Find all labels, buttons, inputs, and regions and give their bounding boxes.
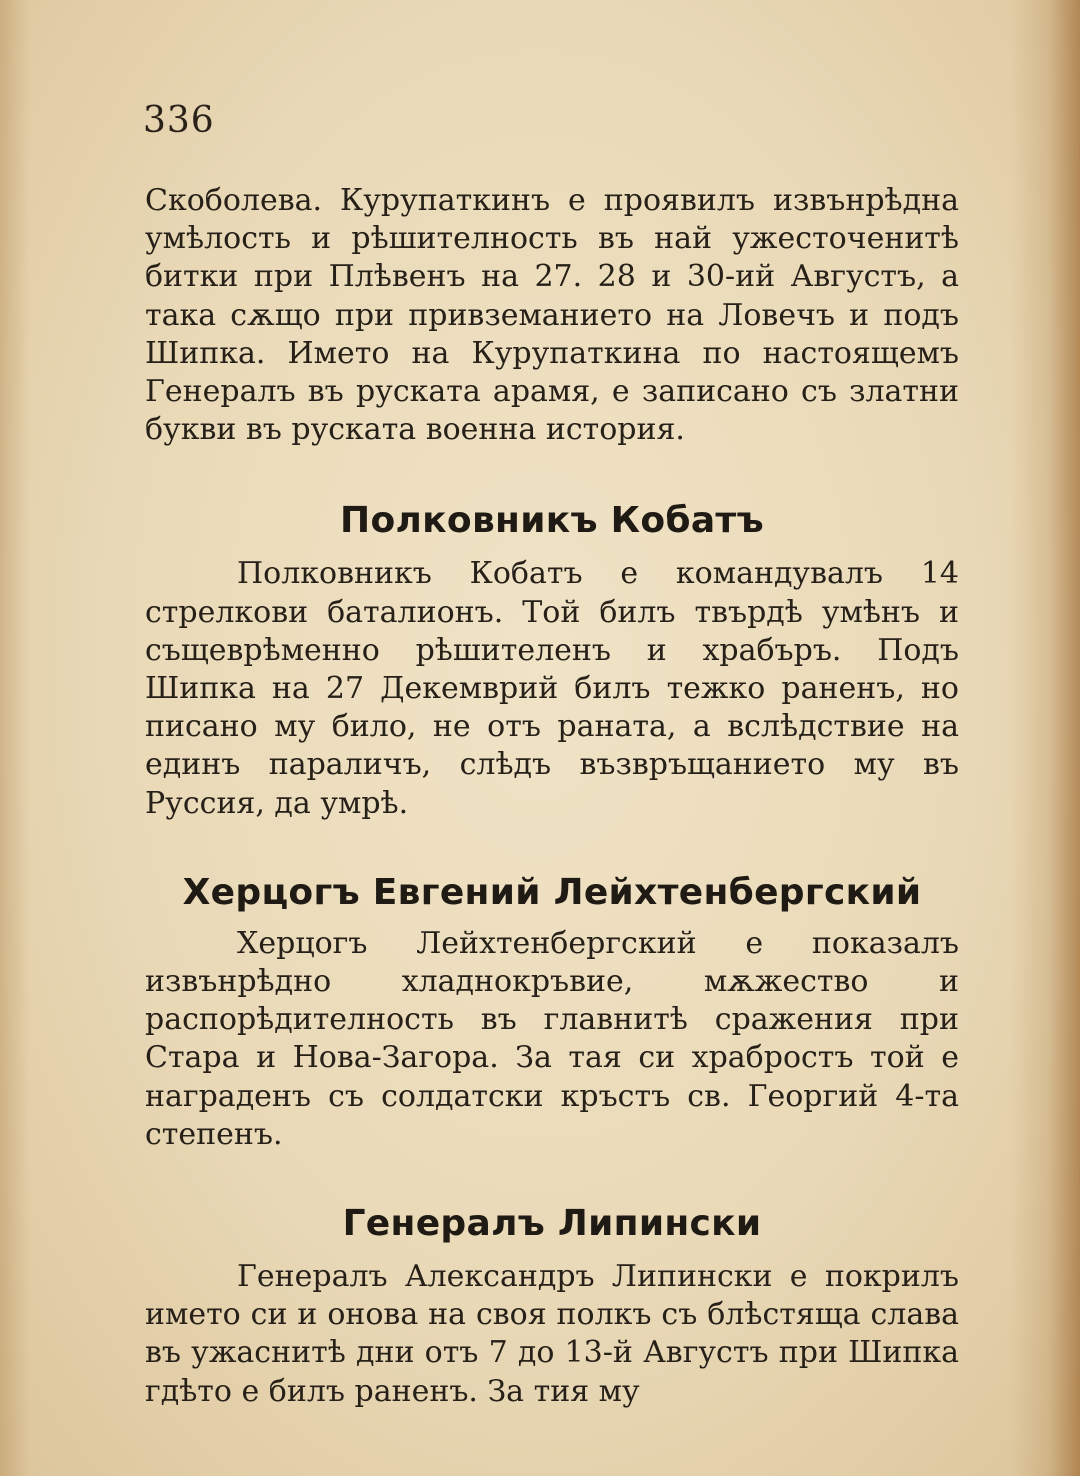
- lipinski-paragraph: Генералъ Александръ Липински е покрилъ името си и онова на своя полкъ съ блѣстяща слава въ ужаснитѣ дни отъ 7 до 13-й Августъ при Шипка гдѣто е билъ раненъ. За тия му: [145, 1259, 959, 1409]
- page-content: [145, 182, 959, 1411]
- page-edge-shadow-left: [0, 0, 30, 1476]
- page-edge-shadow-right: [1010, 0, 1080, 1476]
- intro-paragraph: Скоболева. Курупаткинъ е проявилъ извънрѣдна умѣлость и рѣшителность въ най ужесточенитѣ битки при Плѣвенъ на 27. 28 и 30-ий Августъ, а така сѫщо при привземанието на Ловечъ и подъ Шипка. Името на Курупаткина по настоящемъ Генералъ въ руската арамя, е записано съ златни букви въ руската военна история.: [145, 183, 959, 448]
- kobat-paragraph: Полковникъ Кобатъ е командувалъ 14 стрелкови баталионъ. Той билъ твърдѣ умѣнъ и същеврѣменно рѣшителенъ и храбъръ. Подъ Шипка на 27 Декемврий билъ тежко раненъ, но писано му било, не отъ раната, а вслѣдствие на единъ параличъ, слѣдъ възвръщанието му въ Руссия, да умрѣ.: [145, 556, 959, 821]
- page-number: 336: [143, 100, 215, 141]
- section-heading-lipinski: Генералъ Липински: [342, 1203, 762, 1245]
- leuchtenberg-paragraph: Херцогъ Лейхтенбергский е показалъ извънрѣдно хладнокръвие, мѫжество и распорѣдителность въ главнитѣ сражения при Стара и Нова-Загора. За тая си храбростъ той е награденъ съ солдатски кръстъ св. Георгий 4-та степенъ.: [145, 925, 959, 1152]
- section-heading-kobat: Полковникъ Кобатъ: [340, 500, 764, 542]
- section-heading-leuchtenberg: Херцогъ Евгений Лейхтенбергский: [182, 871, 922, 913]
